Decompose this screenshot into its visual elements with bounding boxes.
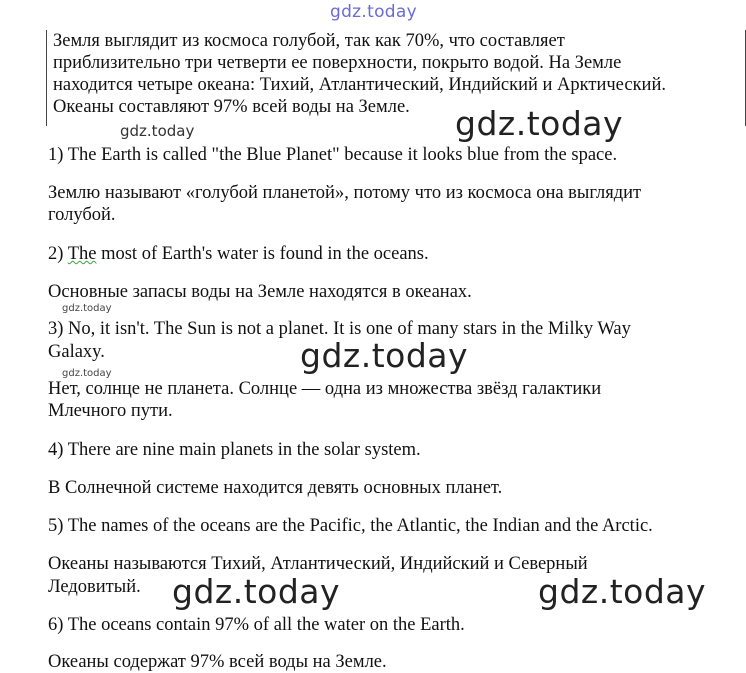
answer-2-en	[48, 243, 429, 265]
answer-3-ru: Млечного пути.	[48, 401, 173, 421]
answer-6-en: 6) The oceans contain 97% of all the water on the Earth.	[48, 615, 465, 635]
watermark: gdz.today	[120, 122, 195, 140]
intro-line: Океаны составляют 97% всей воды на Земле.	[53, 97, 410, 117]
answer-2-prefix: 2)	[48, 244, 68, 264]
watermark: gdz.today	[455, 104, 624, 143]
answer-6-ru: Океаны содержат 97% всей воды на Земле.	[48, 652, 387, 672]
answer-5-ru: Океаны называются Тихий, Атлантический, Индийский и Северный	[48, 554, 588, 574]
answer-1-ru: Землю называют «голубой планетой», потому что из космоса она выглядит	[48, 183, 642, 203]
intro-paragraph	[46, 30, 746, 126]
answer-5-ru: Ледовитый.	[48, 577, 141, 597]
answer-2-marked-word: The	[67, 244, 97, 264]
answer-2-rest: most of Earth's water is found in the oceans.	[96, 244, 429, 264]
answer-5-en: 5) The names of the oceans are the Pacific, the Atlantic, the Indian and the Arctic.	[48, 516, 653, 536]
answer-3-en: 3) No, it isn't. The Sun is not a planet. It is one of many stars in the Milky Way	[48, 319, 631, 339]
intro-line: находится четыре океана: Тихий, Атлантический, Индийский и Арктический.	[53, 75, 666, 95]
answer-3-en: Galaxy.	[48, 342, 105, 362]
answer-3-ru: Нет, солнце не планета. Солнце — одна из множества звёзд галактики	[48, 379, 602, 399]
watermark: gdz.today	[538, 572, 707, 611]
intro-line: приблизительно три четверти ее поверхности, покрыто водой. На Земле	[53, 53, 622, 73]
intro-line: Земля выглядит из космоса голубой, так как 70%, что составляет	[53, 31, 565, 51]
answer-4-en: 4) There are nine main planets in the solar system.	[48, 440, 421, 460]
watermark: gdz.today	[172, 572, 341, 611]
answer-1-en: 1) The Earth is called "the Blue Planet" because it looks blue from the space.	[48, 145, 618, 165]
watermark: gdz.today	[62, 368, 112, 379]
answer-4-ru: В Солнечной системе находится девять основных планет.	[48, 478, 503, 498]
watermark: gdz.today	[300, 336, 469, 375]
answer-1-ru: голубой.	[48, 205, 116, 225]
watermark: gdz.today	[62, 303, 112, 314]
answer-2-ru: Основные запасы воды на Земле находятся в океанах.	[48, 282, 472, 302]
watermark-top: gdz.today	[330, 2, 417, 22]
